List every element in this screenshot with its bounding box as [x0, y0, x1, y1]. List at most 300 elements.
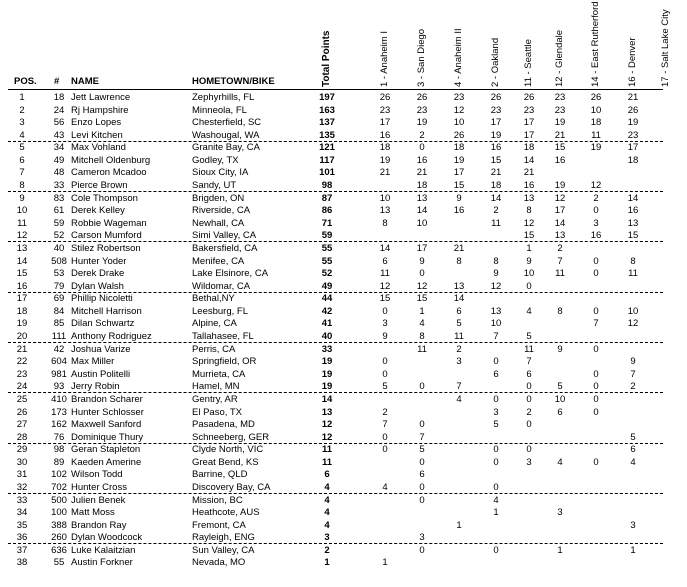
rider-position: 4 [19, 129, 25, 141]
rider-total-points: 137 [319, 117, 335, 129]
header-name: NAME [71, 76, 99, 87]
race-points: 10 [453, 117, 465, 129]
race-points: 4 [456, 393, 462, 405]
rider-name: Mitchell Harrison [71, 305, 142, 317]
rider-total-points: 2 [324, 544, 330, 556]
race-points: 0 [593, 268, 599, 280]
rider-name: Jerry Robin [71, 381, 120, 393]
race-points: 4 [526, 305, 532, 317]
race-points: 3 [493, 406, 499, 418]
race-points: 0 [493, 544, 499, 556]
race-points: 7 [557, 255, 563, 267]
rider-total-points: 52 [321, 268, 333, 280]
race-points: 16 [416, 154, 428, 166]
race-points: 19 [554, 117, 566, 129]
race-points: 8 [382, 217, 388, 229]
rider-number: 61 [53, 205, 65, 217]
rider-number: 260 [51, 532, 67, 544]
race-points: 18 [627, 154, 639, 166]
race-points: 12 [590, 180, 602, 192]
rider-total-points: 6 [324, 469, 330, 481]
rider-number: 93 [53, 381, 65, 393]
race-points: 9 [526, 255, 532, 267]
rider-position: 32 [16, 481, 28, 493]
rider-total-points: 44 [321, 293, 333, 305]
rider-position: 25 [16, 393, 28, 405]
header-total-points: Total Points [321, 30, 332, 87]
table-row [0, 92, 687, 105]
race-points: 19 [590, 142, 602, 154]
rider-position: 28 [16, 431, 28, 443]
rider-hometown: Gentry, AR [192, 393, 238, 405]
race-points: 11 [380, 268, 390, 280]
race-points: 12 [416, 280, 428, 292]
rider-number: 604 [51, 356, 67, 368]
race-points: 5 [419, 444, 425, 456]
header-race-5: 11 - Seattle [523, 39, 534, 87]
race-points: 9 [456, 192, 462, 204]
race-points: 17 [416, 242, 428, 254]
race-points: 6 [557, 406, 563, 418]
rider-hometown: Murrieta, CA [192, 368, 246, 380]
race-points: 21 [523, 167, 535, 179]
rider-total-points: 59 [321, 230, 333, 242]
rider-number: 59 [53, 217, 65, 229]
table-row [0, 117, 687, 130]
table-row [0, 457, 687, 470]
race-points: 0 [419, 142, 425, 154]
rider-position: 7 [19, 167, 25, 179]
race-points: 12 [554, 192, 566, 204]
rider-hometown: Heathcote, AUS [192, 507, 260, 519]
race-points: 13 [490, 305, 502, 317]
rider-hometown: Sandy, UT [192, 180, 237, 192]
rider-name: Brandon Ray [71, 519, 127, 531]
rider-total-points: 4 [324, 481, 330, 493]
rider-total-points: 87 [321, 192, 333, 204]
table-row [0, 306, 687, 319]
rider-number: 55 [53, 557, 65, 569]
race-points: 15 [554, 142, 566, 154]
race-points: 0 [419, 544, 425, 556]
race-points: 1 [456, 519, 462, 531]
race-points: 23 [554, 104, 566, 116]
rider-number: 56 [53, 117, 65, 129]
header-race-9: 17 - Salt Lake City [660, 9, 671, 87]
rider-position: 22 [16, 356, 28, 368]
race-points: 9 [557, 343, 563, 355]
race-points: 13 [379, 205, 391, 217]
race-points: 4 [382, 481, 388, 493]
rider-total-points: 40 [321, 331, 333, 343]
rider-name: Luke Kalaitzian [71, 544, 136, 556]
rider-total-points: 101 [319, 167, 335, 179]
table-row [0, 344, 687, 357]
race-points: 18 [379, 142, 391, 154]
rider-total-points: 49 [321, 280, 333, 292]
rider-hometown: Lake Elsinore, CA [192, 268, 269, 280]
rider-name: Austin Forkner [71, 557, 133, 569]
rider-hometown: Tallahasee, FL [192, 331, 254, 343]
rider-position: 38 [16, 557, 28, 569]
race-points: 10 [627, 305, 639, 317]
rider-name: Dylan Woodcock [71, 532, 143, 544]
race-points: 2 [557, 242, 563, 254]
rider-name: Enzo Lopes [71, 117, 122, 129]
table-row [0, 545, 687, 558]
rider-hometown: Chesterfield, SC [192, 117, 262, 129]
rider-number: 102 [51, 469, 67, 481]
rider-total-points: 33 [321, 343, 333, 355]
race-points: 14 [523, 154, 535, 166]
race-points: 0 [593, 305, 599, 317]
race-points: 16 [453, 205, 465, 217]
race-points: 0 [593, 381, 599, 393]
header-divider [8, 89, 663, 90]
race-points: 14 [490, 192, 502, 204]
race-points: 7 [419, 431, 425, 443]
rider-total-points: 13 [321, 406, 333, 418]
race-points: 2 [493, 205, 499, 217]
rider-total-points: 3 [324, 532, 330, 544]
race-points: 5 [630, 431, 636, 443]
race-points: 7 [382, 419, 388, 431]
race-points: 3 [593, 217, 599, 229]
rider-name: Kaeden Amerine [71, 456, 142, 468]
header-race-1: 1 - Anaheim I [379, 31, 390, 87]
race-points: 13 [523, 192, 535, 204]
race-points: 3 [456, 356, 462, 368]
rider-position: 1 [19, 92, 25, 103]
race-points: 21 [379, 167, 391, 179]
rider-name: Hunter Cross [71, 481, 127, 493]
race-points: 26 [590, 92, 602, 103]
rider-hometown: Fremont, CA [192, 519, 246, 531]
rider-hometown: Bethal,NY [192, 293, 235, 305]
race-points: 0 [382, 368, 388, 380]
race-points: 2 [382, 406, 388, 418]
rider-number: 79 [53, 280, 65, 292]
table-row [0, 243, 687, 256]
rider-position: 8 [19, 180, 25, 192]
rider-hometown: Rayleigh, ENG [192, 532, 255, 544]
race-points: 19 [554, 180, 566, 192]
race-points: 26 [523, 92, 535, 103]
header-race-7: 14 - East Rutherford [590, 1, 601, 87]
table-row [0, 520, 687, 533]
rider-total-points: 117 [319, 154, 335, 166]
race-points: 4 [493, 494, 499, 506]
rider-number: 52 [53, 230, 65, 242]
rider-position: 12 [16, 230, 28, 242]
rider-position: 9 [19, 192, 25, 204]
rider-hometown: Bakersfield, CA [192, 242, 258, 254]
table-row [0, 155, 687, 168]
race-points: 17 [453, 167, 465, 179]
rider-total-points: 121 [319, 142, 335, 154]
race-points: 0 [593, 456, 599, 468]
rider-number: 636 [51, 544, 67, 556]
race-points: 19 [453, 154, 465, 166]
rider-name: Brandon Scharer [71, 393, 143, 405]
race-points: 12 [453, 104, 465, 116]
rider-position: 37 [16, 544, 28, 556]
race-points: 10 [523, 268, 535, 280]
rider-total-points: 19 [321, 368, 333, 380]
race-points: 0 [526, 444, 532, 456]
race-points: 0 [593, 368, 599, 380]
rider-name: Mitchell Oldenburg [71, 154, 151, 166]
race-points: 15 [416, 293, 428, 305]
rider-position: 2 [19, 104, 25, 116]
race-points: 15 [523, 230, 535, 242]
race-points: 0 [419, 481, 425, 493]
race-points: 3 [526, 456, 532, 468]
table-row [0, 293, 687, 306]
race-points: 10 [590, 104, 602, 116]
race-points: 21 [627, 92, 639, 103]
header-race-4: 2 - Oakland [490, 37, 501, 87]
race-points: 26 [627, 104, 639, 116]
race-points: 8 [557, 305, 563, 317]
rider-total-points: 4 [324, 519, 330, 531]
table-row [0, 419, 687, 432]
race-points: 5 [557, 381, 563, 393]
race-points: 19 [490, 129, 502, 141]
rider-hometown: Nevada, MO [192, 557, 246, 569]
rider-number: 162 [51, 419, 67, 431]
rider-hometown: Perris, CA [192, 343, 236, 355]
race-points: 21 [490, 167, 502, 179]
rider-hometown: Brigden, ON [192, 192, 245, 204]
rider-hometown: Hamel, MN [192, 381, 240, 393]
race-points: 4 [419, 318, 425, 330]
rider-total-points: 11 [321, 444, 333, 456]
race-points: 7 [493, 331, 499, 343]
rider-total-points: 163 [319, 104, 335, 116]
rider-name: Hunter Yoder [71, 255, 127, 267]
table-row [0, 318, 687, 331]
rider-total-points: 11 [321, 456, 333, 468]
rider-position: 3 [19, 117, 25, 129]
race-points: 7 [593, 318, 599, 330]
rider-total-points: 71 [321, 217, 333, 229]
race-points: 10 [379, 192, 391, 204]
race-points: 1 [382, 557, 388, 569]
race-points: 18 [590, 117, 602, 129]
table-row [0, 444, 687, 457]
race-points: 19 [627, 117, 639, 129]
header-race-8: 16 - Denver [627, 37, 638, 87]
rider-total-points: 19 [321, 381, 333, 393]
race-points: 3 [557, 507, 563, 519]
table-row [0, 256, 687, 269]
rider-hometown: El Paso, TX [192, 406, 242, 418]
table-row [0, 557, 687, 570]
race-points: 0 [382, 305, 388, 317]
header-race-3: 4 - Anaheim II [453, 28, 464, 87]
race-points: 11 [628, 268, 638, 280]
rider-position: 17 [16, 293, 28, 305]
rider-position: 31 [16, 469, 28, 481]
race-points: 2 [456, 343, 462, 355]
rider-total-points: 55 [321, 255, 333, 267]
race-points: 6 [456, 305, 462, 317]
rider-total-points: 55 [321, 242, 333, 254]
race-points: 4 [557, 456, 563, 468]
rider-number: 43 [53, 129, 65, 141]
rider-name: Anthony Rodriguez [71, 331, 152, 343]
race-points: 17 [554, 205, 566, 217]
rider-name: Austin Politelli [71, 368, 131, 380]
race-points: 7 [526, 356, 532, 368]
rider-name: Geran Stapleton [71, 444, 141, 456]
header-hometown: HOMETOWN/BIKE [192, 76, 275, 87]
rider-number: 48 [53, 167, 65, 179]
rider-number: 84 [53, 305, 65, 317]
rider-name: Stilez Robertson [71, 242, 141, 254]
race-points: 0 [526, 381, 532, 393]
rider-number: 500 [51, 494, 67, 506]
rider-total-points: 4 [324, 507, 330, 519]
race-points: 14 [416, 205, 428, 217]
race-points: 6 [630, 444, 636, 456]
race-points: 15 [379, 293, 391, 305]
rider-hometown: Great Bend, KS [192, 456, 259, 468]
rider-position: 23 [16, 368, 28, 380]
rider-number: 76 [53, 431, 65, 443]
race-points: 9 [493, 268, 499, 280]
race-points: 1 [630, 544, 636, 556]
rider-number: 85 [53, 318, 65, 330]
rider-number: 69 [53, 293, 65, 305]
race-points: 0 [493, 356, 499, 368]
table-row [0, 193, 687, 206]
race-points: 11 [591, 129, 601, 141]
rider-hometown: Sioux City, IA [192, 167, 249, 179]
rider-total-points: 14 [321, 393, 333, 405]
race-points: 1 [526, 242, 532, 254]
rider-number: 89 [53, 456, 65, 468]
rider-total-points: 42 [321, 305, 333, 317]
race-points: 23 [379, 104, 391, 116]
rider-position: 10 [16, 205, 28, 217]
rider-position: 24 [16, 381, 28, 393]
race-points: 18 [523, 142, 535, 154]
race-points: 14 [554, 217, 566, 229]
race-points: 3 [419, 532, 425, 544]
rider-number: 83 [53, 192, 65, 204]
race-points: 1 [493, 507, 499, 519]
rider-name: Pierce Brown [71, 180, 128, 192]
rider-name: Hunter Schlosser [71, 406, 144, 418]
race-points: 5 [493, 419, 499, 431]
rider-position: 20 [16, 331, 28, 343]
race-points: 17 [627, 142, 639, 154]
rider-position: 21 [16, 343, 28, 355]
race-points: 0 [493, 481, 499, 493]
rider-total-points: 98 [321, 180, 333, 192]
rider-hometown: Godley, TX [192, 154, 239, 166]
race-points: 12 [490, 280, 502, 292]
rider-hometown: Simi Valley, CA [192, 230, 257, 242]
race-points: 16 [590, 230, 602, 242]
race-points: 19 [416, 117, 428, 129]
race-points: 8 [419, 331, 425, 343]
race-points: 23 [416, 104, 428, 116]
rider-total-points: 4 [324, 494, 330, 506]
rider-hometown: Mission, BC [192, 494, 243, 506]
race-points: 14 [379, 242, 391, 254]
race-points: 10 [554, 393, 566, 405]
rider-total-points: 12 [321, 431, 333, 443]
rider-number: 173 [51, 406, 67, 418]
race-points: 0 [419, 456, 425, 468]
race-points: 10 [490, 318, 502, 330]
race-points: 1 [557, 544, 563, 556]
race-points: 5 [526, 331, 532, 343]
race-points: 0 [526, 419, 532, 431]
rider-number: 24 [53, 104, 65, 116]
rider-total-points: 86 [321, 205, 333, 217]
race-points: 12 [523, 217, 535, 229]
race-points: 11 [417, 343, 427, 355]
table-row [0, 167, 687, 180]
race-points: 11 [524, 343, 534, 355]
race-points: 0 [419, 268, 425, 280]
race-points: 2 [419, 129, 425, 141]
race-points: 0 [382, 356, 388, 368]
rider-hometown: Wildomar, CA [192, 280, 251, 292]
table-row [0, 356, 687, 369]
race-points: 16 [490, 142, 502, 154]
rider-number: 111 [51, 331, 67, 343]
race-points: 5 [456, 318, 462, 330]
race-points: 13 [453, 280, 465, 292]
rider-hometown: Discovery Bay, CA [192, 481, 271, 493]
race-points: 16 [627, 205, 639, 217]
race-points: 16 [523, 180, 535, 192]
rider-hometown: Menifee, CA [192, 255, 245, 267]
race-points: 15 [453, 180, 465, 192]
table-row [0, 105, 687, 118]
race-points: 16 [554, 154, 566, 166]
race-points: 18 [453, 142, 465, 154]
race-points: 1 [419, 305, 425, 317]
header-race-6: 12 - Glendale [554, 29, 565, 87]
race-points: 17 [523, 117, 535, 129]
table-row [0, 369, 687, 382]
table-row [0, 218, 687, 231]
race-points: 0 [419, 419, 425, 431]
race-points: 0 [382, 444, 388, 456]
race-points: 16 [379, 129, 391, 141]
rider-hometown: Zephyrhills, FL [192, 92, 255, 103]
race-points: 17 [523, 129, 535, 141]
race-points: 6 [382, 255, 388, 267]
rider-position: 6 [19, 154, 25, 166]
rider-number: 981 [51, 368, 67, 380]
table-row [0, 268, 687, 281]
header-pos: POS. [14, 76, 37, 87]
race-points: 9 [382, 331, 388, 343]
rider-number: 702 [51, 481, 67, 493]
rider-name: Maxwell Sanford [71, 419, 142, 431]
race-points: 0 [526, 280, 532, 292]
race-points: 9 [630, 356, 636, 368]
rider-number: 33 [53, 180, 65, 192]
race-points: 7 [456, 381, 462, 393]
